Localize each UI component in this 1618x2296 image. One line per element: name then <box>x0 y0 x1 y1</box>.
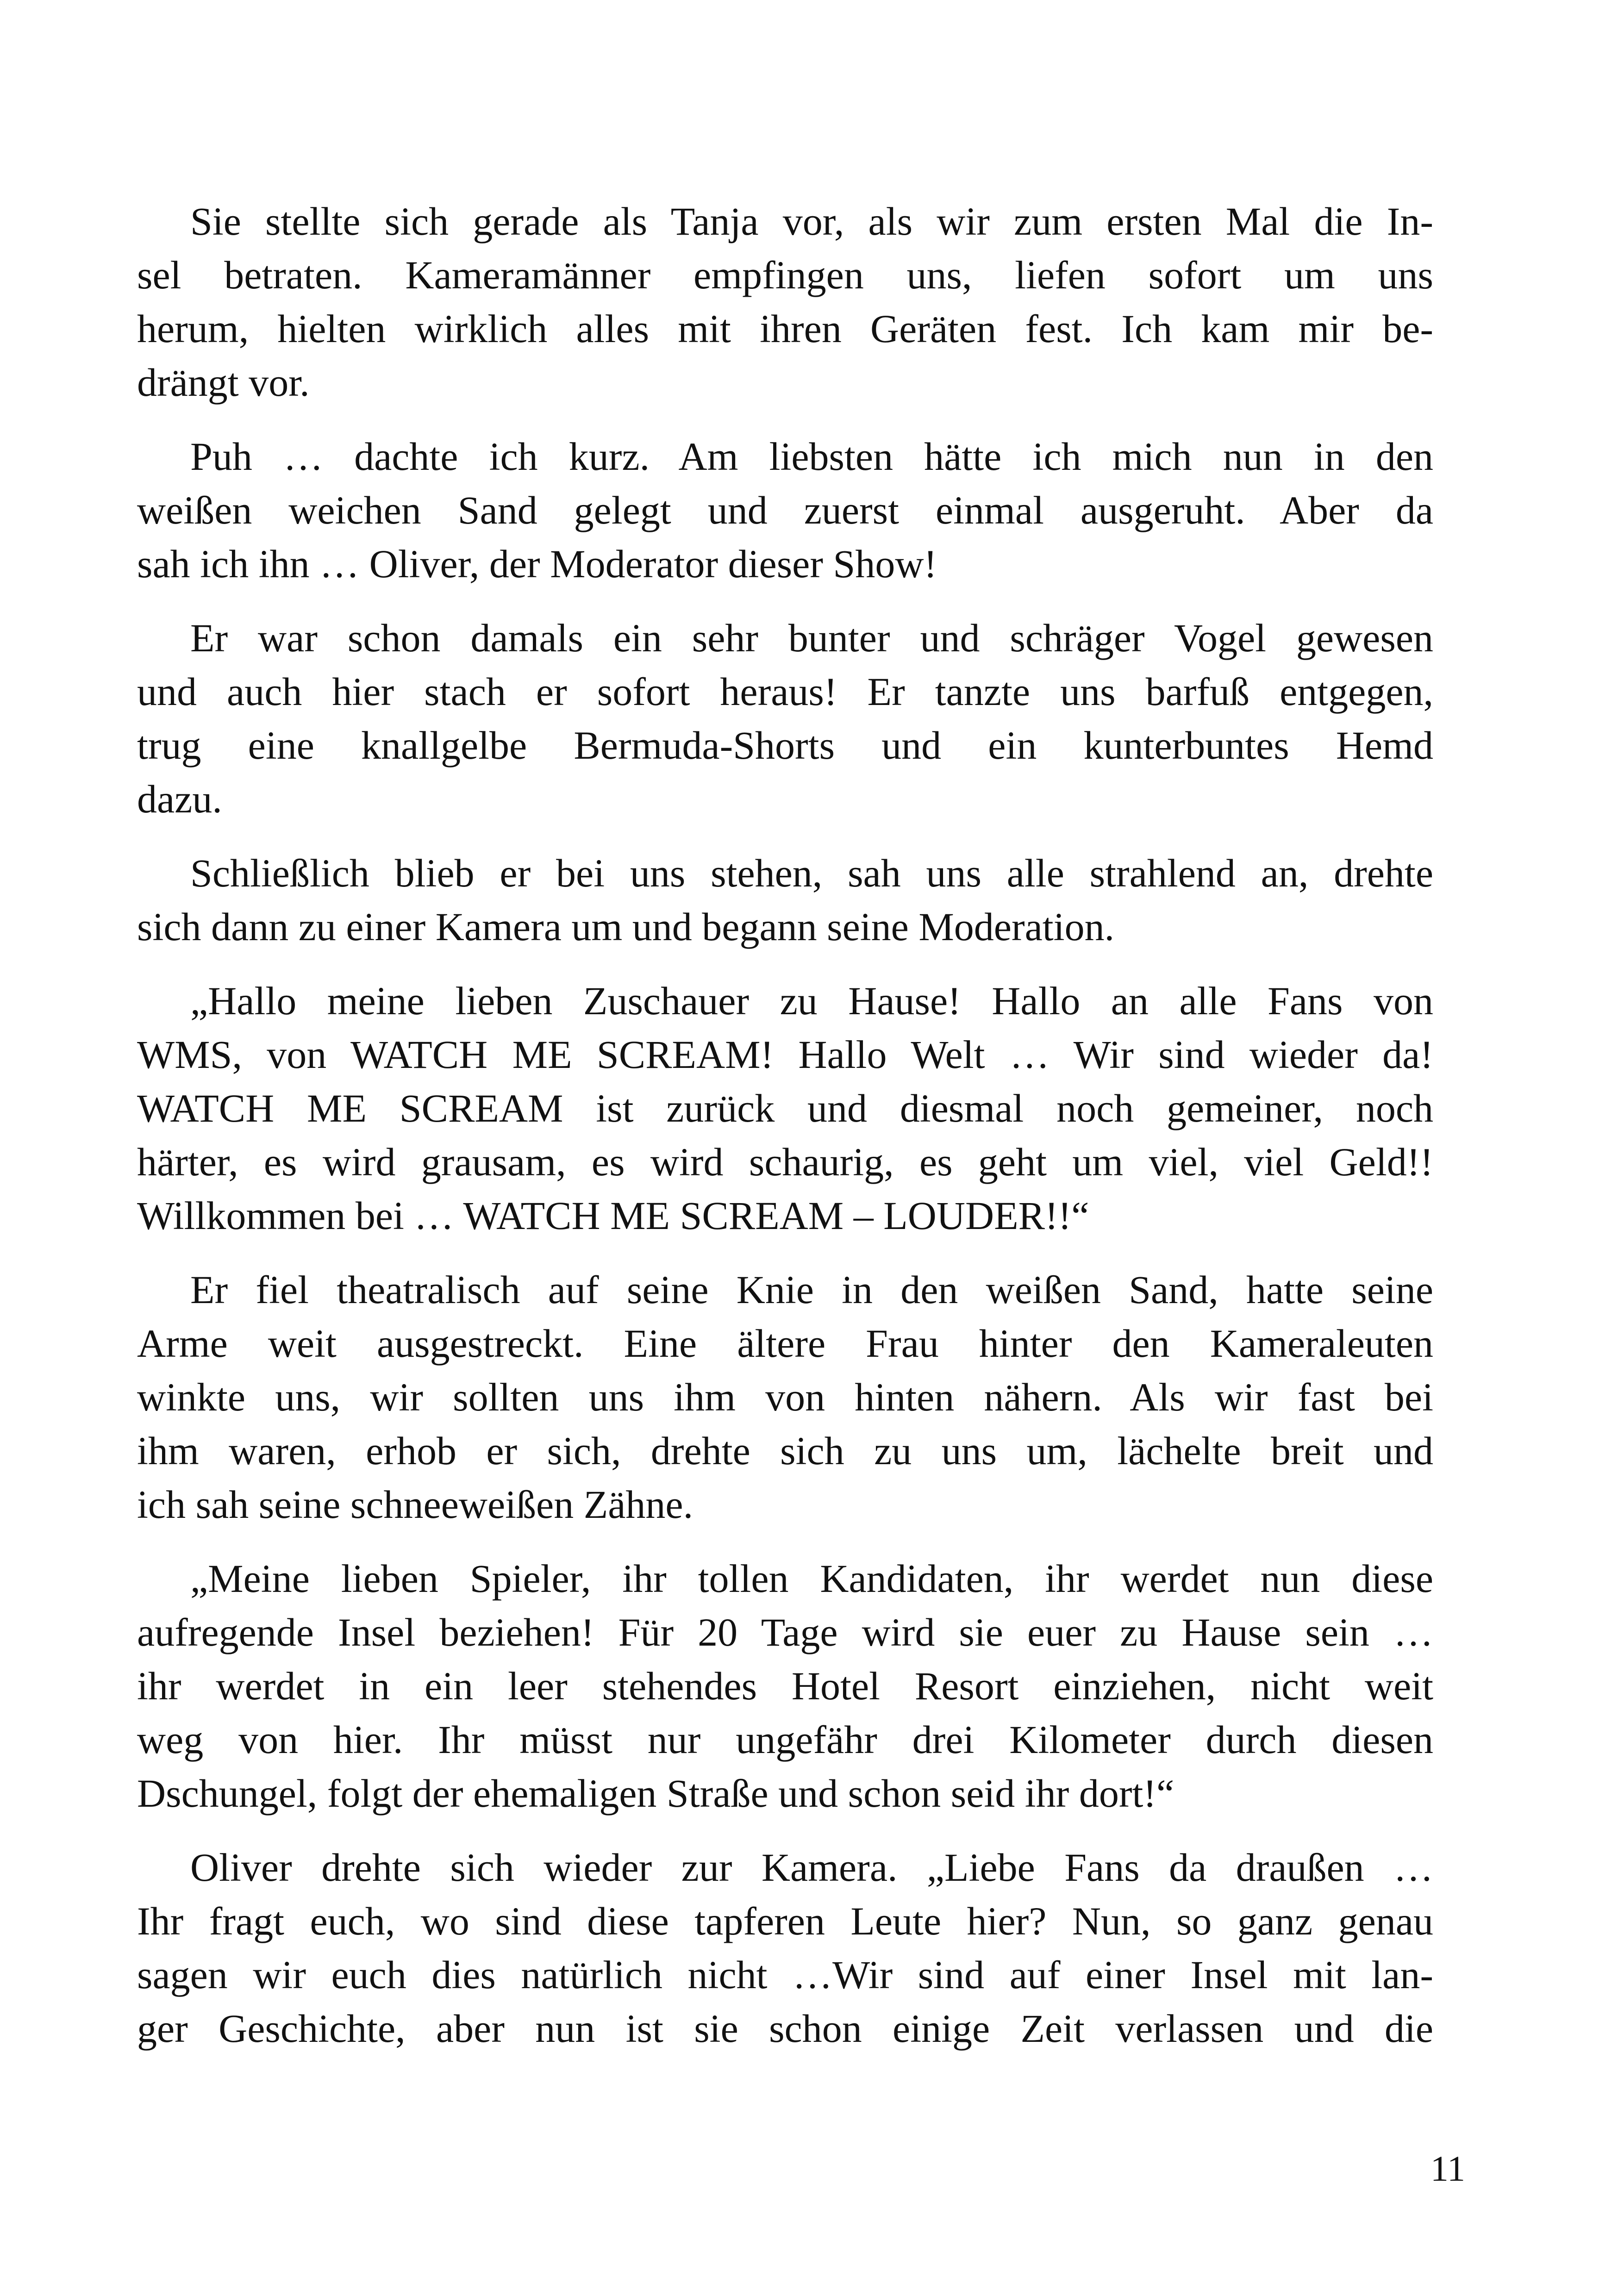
text-line: Oliver drehte sich wieder zur Kamera. „Liebe Fans da draußen … <box>190 1845 1433 1890</box>
text-line: sah ich ihn … Oliver, der Moderator dieser Show! <box>137 542 937 586</box>
text-line: „Hallo meine lieben Zuschauer zu Hause! Hallo an alle Fans von <box>190 979 1433 1023</box>
text-line: härter, es wird grausam, es wird schaurig, es geht um viel, viel Geld!! <box>137 1140 1433 1184</box>
text-line: dazu. <box>137 777 222 821</box>
text-line: herum, hielten wirklich alles mit ihren Geräten fest. Ich kam mir be- <box>137 306 1433 351</box>
text-line: drängt vor. <box>137 360 310 405</box>
text-line: sich dann zu einer Kamera um und begann seine Moderation. <box>137 905 1115 949</box>
text-line: Dschungel, folgt der ehemaligen Straße und schon seid ihr dort!“ <box>137 1771 1174 1816</box>
text-line: und auch hier stach er sofort heraus! Er tanzte uns barfuß entgegen, <box>137 669 1433 714</box>
paragraph-6 <box>137 1263 1433 1531</box>
paragraph-3 <box>137 611 1433 826</box>
text-line: ger Geschichte, aber nun ist sie schon einige Zeit verlassen und die <box>137 2006 1433 2051</box>
paragraph-2 <box>137 430 1433 591</box>
paragraph-4 <box>137 846 1433 954</box>
text-line: Sie stellte sich gerade als Tanja vor, als wir zum ersten Mal die In- <box>190 199 1433 243</box>
text-line: Arme weit ausgestreckt. Eine ältere Frau hinter den Kameraleuten <box>137 1321 1433 1366</box>
text-line: WATCH ME SCREAM ist zurück und diesmal noch gemeiner, noch <box>137 1086 1433 1130</box>
paragraph-8 <box>137 1841 1433 2055</box>
paragraph-1 <box>137 194 1433 409</box>
body-text <box>137 194 1433 2076</box>
paragraph-7 <box>137 1552 1433 1820</box>
text-line: sel betraten. Kameramänner empfingen uns, liefen sofort um uns <box>137 253 1433 297</box>
text-line: ihm waren, erhob er sich, drehte sich zu uns um, lächelte breit und <box>137 1429 1433 1473</box>
text-line: weg von hier. Ihr müsst nur ungefähr drei Kilometer durch diesen <box>137 1717 1433 1762</box>
text-line: Er war schon damals ein sehr bunter und schräger Vogel gewesen <box>190 616 1433 660</box>
paragraph-5 <box>137 974 1433 1242</box>
text-line: Puh … dachte ich kurz. Am liebsten hätte ich mich nun in den <box>190 434 1433 479</box>
text-line: winkte uns, wir sollten uns ihm von hinten nähern. Als wir fast bei <box>137 1375 1433 1419</box>
text-line: WMS, von WATCH ME SCREAM! Hallo Welt … Wir sind wieder da! <box>137 1032 1433 1077</box>
text-line: ihr werdet in ein leer stehendes Hotel Resort einziehen, nicht weit <box>137 1664 1433 1708</box>
text-line: sagen wir euch dies natürlich nicht …Wir sind auf einer Insel mit lan- <box>137 1953 1433 1997</box>
text-line: aufregende Insel beziehen! Für 20 Tage wird sie euer zu Hause sein … <box>137 1610 1433 1654</box>
text-line: weißen weichen Sand gelegt und zuerst einmal ausgeruht. Aber da <box>137 488 1433 532</box>
text-line: Er fiel theatralisch auf seine Knie in den weißen Sand, hatte seine <box>190 1267 1433 1312</box>
text-line: ich sah seine schneeweißen Zähne. <box>137 1482 693 1527</box>
text-line: Ihr fragt euch, wo sind diese tapferen Leute hier? Nun, so ganz genau <box>137 1899 1433 1943</box>
page-number: 11 <box>1430 2148 1465 2189</box>
text-line: Schließlich blieb er bei uns stehen, sah uns alle strahlend an, drehte <box>190 851 1433 895</box>
text-line: Willkommen bei … WATCH ME SCREAM – LOUDER!!“ <box>137 1193 1089 1238</box>
text-line: trug eine knallgelbe Bermuda-Shorts und ein kunterbuntes Hemd <box>137 723 1433 767</box>
text-line: „Meine lieben Spieler, ihr tollen Kandidaten, ihr werdet nun diese <box>190 1556 1433 1601</box>
